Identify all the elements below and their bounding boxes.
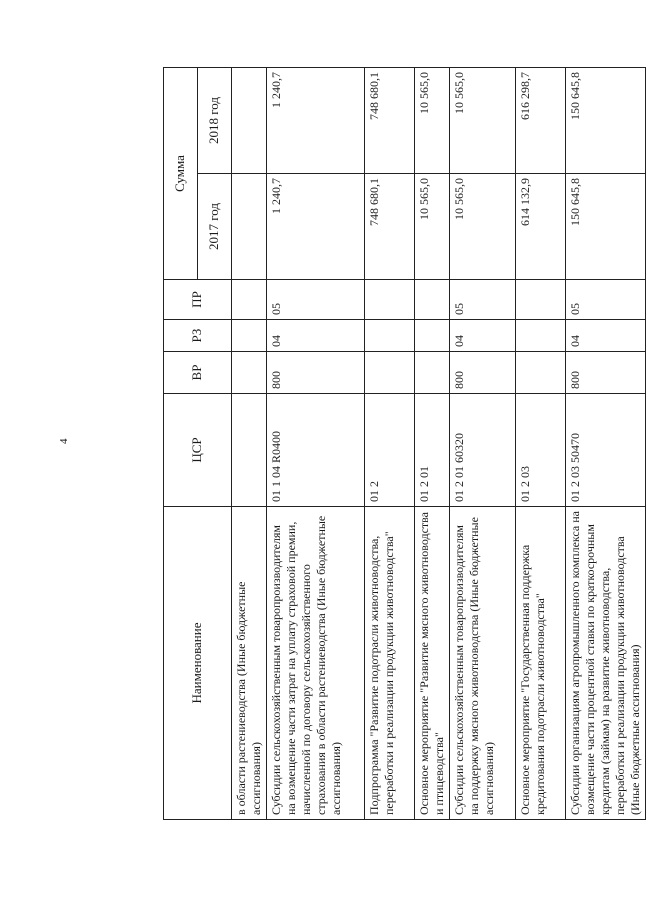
cell-2017: 10 565,0 bbox=[415, 174, 450, 280]
cell-vr: 800 bbox=[450, 352, 516, 394]
cell-vr bbox=[365, 352, 415, 394]
table-row bbox=[566, 68, 646, 820]
table-row bbox=[365, 68, 415, 820]
cell-2017: 614 132,9 bbox=[516, 174, 566, 280]
table-row bbox=[232, 68, 267, 820]
page-number: 4 bbox=[58, 438, 70, 444]
cell-name: Субсидии организациям агропромышленного комплекса на возмещение части процентной ставки по краткосрочным кредитам (займам) на развитие животноводства, переработки и реализации продукции животноводства (Иные бюджетные ассигнования) bbox=[566, 507, 646, 820]
cell-2018: 616 298,7 bbox=[516, 68, 566, 174]
cell-2018: 150 645,8 bbox=[566, 68, 646, 174]
budget-table bbox=[163, 67, 646, 820]
header-rz: РЗ bbox=[164, 320, 232, 352]
cell-name: Основное мероприятие "Государственная поддержка кредитования подотрасли животноводства" bbox=[516, 507, 566, 820]
cell-vr bbox=[415, 352, 450, 394]
header-sum: Сумма bbox=[164, 68, 198, 280]
cell-pr: 05 bbox=[566, 280, 646, 320]
cell-vr: 800 bbox=[267, 352, 365, 394]
cell-vr: 800 bbox=[566, 352, 646, 394]
cell-rz bbox=[516, 320, 566, 352]
rotated-table-container bbox=[163, 68, 642, 820]
header-csr: ЦСР bbox=[164, 394, 232, 507]
cell-2017: 10 565,0 bbox=[450, 174, 516, 280]
cell-pr bbox=[232, 280, 267, 320]
cell-vr bbox=[516, 352, 566, 394]
table-row bbox=[267, 68, 365, 820]
header-2018: 2018 год bbox=[198, 68, 232, 174]
cell-csr: 01 2 03 50470 bbox=[566, 394, 646, 507]
cell-rz bbox=[232, 320, 267, 352]
cell-pr bbox=[365, 280, 415, 320]
cell-rz bbox=[415, 320, 450, 352]
cell-2018 bbox=[232, 68, 267, 174]
table-row bbox=[415, 68, 450, 820]
cell-name: Основное мероприятие "Развитие мясного животноводства и птицеводства" bbox=[415, 507, 450, 820]
cell-pr: 05 bbox=[267, 280, 365, 320]
cell-2017: 1 240,7 bbox=[267, 174, 365, 280]
cell-name: Субсидии сельскохозяйственным товаропроизводителям на поддержку мясного животноводства (Иные бюджетные ассигнования) bbox=[450, 507, 516, 820]
header-name: Наименование bbox=[164, 507, 232, 820]
cell-csr: 01 2 01 bbox=[415, 394, 450, 507]
cell-csr: 01 2 01 60320 bbox=[450, 394, 516, 507]
cell-rz: 04 bbox=[267, 320, 365, 352]
cell-csr bbox=[232, 394, 267, 507]
cell-csr: 01 2 bbox=[365, 394, 415, 507]
cell-csr: 01 2 03 bbox=[516, 394, 566, 507]
cell-rz bbox=[365, 320, 415, 352]
table-row bbox=[516, 68, 566, 820]
cell-2018: 1 240,7 bbox=[267, 68, 365, 174]
cell-name: Субсидии сельскохозяйственным товаропроизводителям на возмещение части затрат на уплату страховой премии, начисленной по договору сельскохозяйственного страхования в области растениеводства (Иные бюджетные ассигнования) bbox=[267, 507, 365, 820]
cell-csr: 01 1 04 R0400 bbox=[267, 394, 365, 507]
cell-pr bbox=[415, 280, 450, 320]
header-2017: 2017 год bbox=[198, 174, 232, 280]
cell-pr bbox=[516, 280, 566, 320]
header-vr: ВР bbox=[164, 352, 232, 394]
cell-rz: 04 bbox=[450, 320, 516, 352]
cell-2017: 748 680,1 bbox=[365, 174, 415, 280]
cell-2017: 150 645,8 bbox=[566, 174, 646, 280]
cell-2018: 748 680,1 bbox=[365, 68, 415, 174]
cell-2018: 10 565,0 bbox=[415, 68, 450, 174]
cell-2018: 10 565,0 bbox=[450, 68, 516, 174]
cell-name: Подпрограмма "Развитие подотрасли животноводства, переработки и реализации продукции животноводства" bbox=[365, 507, 415, 820]
cell-name: в области растениеводства (Иные бюджетные ассигнования) bbox=[232, 507, 267, 820]
cell-pr: 05 bbox=[450, 280, 516, 320]
cell-vr bbox=[232, 352, 267, 394]
cell-rz: 04 bbox=[566, 320, 646, 352]
cell-2017 bbox=[232, 174, 267, 280]
header-pr: ПР bbox=[164, 280, 232, 320]
table-row bbox=[450, 68, 516, 820]
